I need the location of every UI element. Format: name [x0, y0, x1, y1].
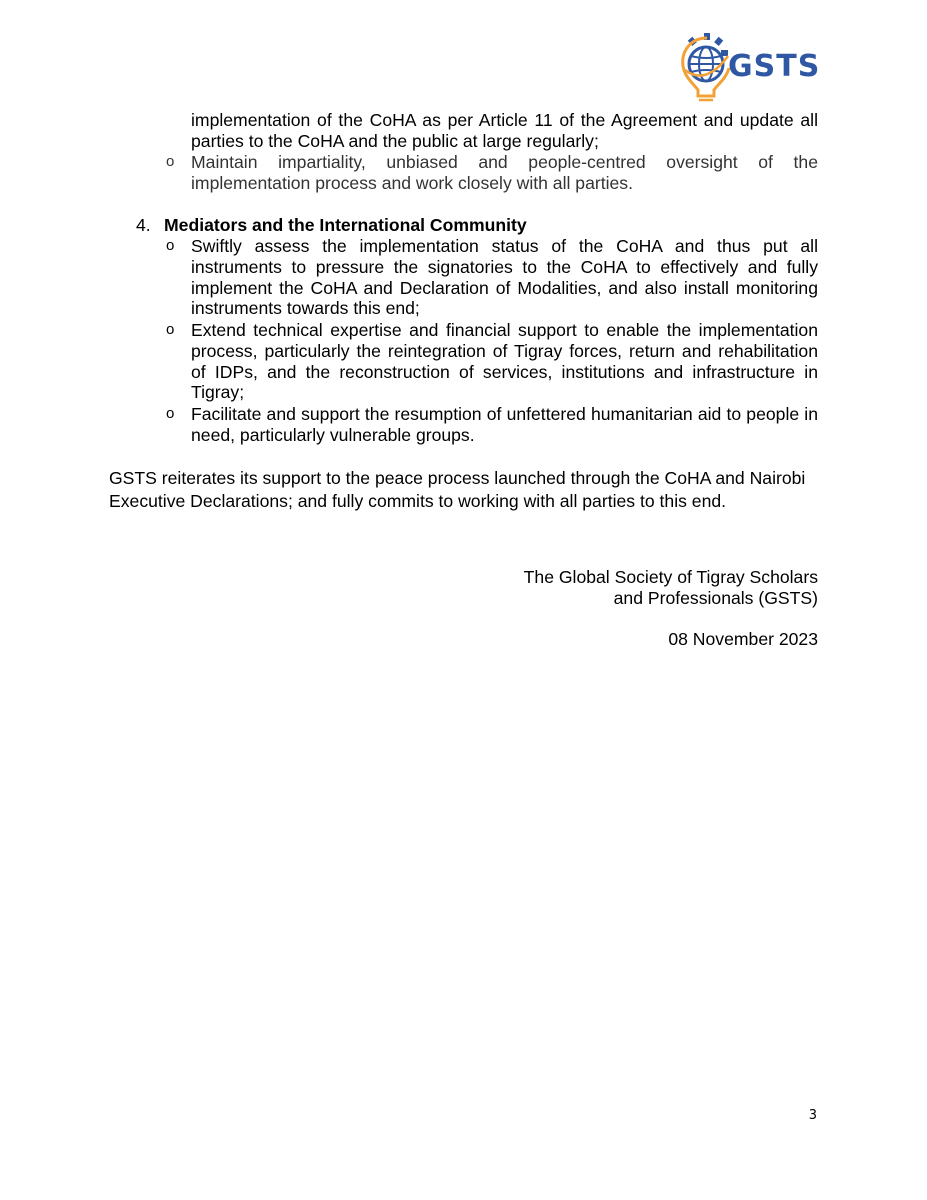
continued-item-text: implementation of the CoHA as per Article 11 of the Agreement and update all parties to the CoHA and the public at large regularly;	[191, 110, 818, 151]
section-4-item-support: Extend technical expertise and financial support to enable the implementation process, particularly the reintegration of Tigray forces, return and rehabilitation of IDPs, and the reconstruction of services, institutions and infrastructure in Tigray;	[191, 320, 818, 403]
page-number: 3	[808, 1108, 817, 1123]
bullet-marker: o	[166, 321, 175, 338]
bullet-marker: o	[166, 153, 175, 170]
globe-gear-icon	[676, 30, 736, 106]
bullet-marker: o	[166, 405, 175, 422]
gsts-logo	[676, 30, 821, 106]
section-4-heading: Mediators and the International Community	[164, 215, 527, 235]
signature-line-1: The Global Society of Tigray Scholars	[523, 567, 818, 587]
logo-text: GSTS	[728, 49, 821, 84]
impartiality-item-text: Maintain impartiality, unbiased and people-centred oversight of the implementation process and work closely with all parties.	[191, 152, 818, 193]
closing-paragraph: GSTS reiterates its support to the peace process launched through the CoHA and Nairobi Executive Declarations; and fully commits to working with all parties to this end.	[109, 468, 806, 511]
signature-line-2: and Professionals (GSTS)	[613, 588, 818, 608]
section-4-item-humanitarian: Facilitate and support the resumption of unfettered humanitarian aid to people in need, particularly vulnerable groups.	[191, 404, 818, 445]
section-4-item-assess: Swiftly assess the implementation status of the CoHA and thus put all instruments to pressure the signatories to the CoHA to effectively and fully implement the CoHA and Declaration of Modalities, and also install monitoring instruments towards this end;	[191, 236, 818, 319]
bullet-marker: o	[166, 237, 175, 254]
section-4-number: 4.	[136, 215, 151, 235]
signature-date: 08 November 2023	[668, 629, 818, 649]
